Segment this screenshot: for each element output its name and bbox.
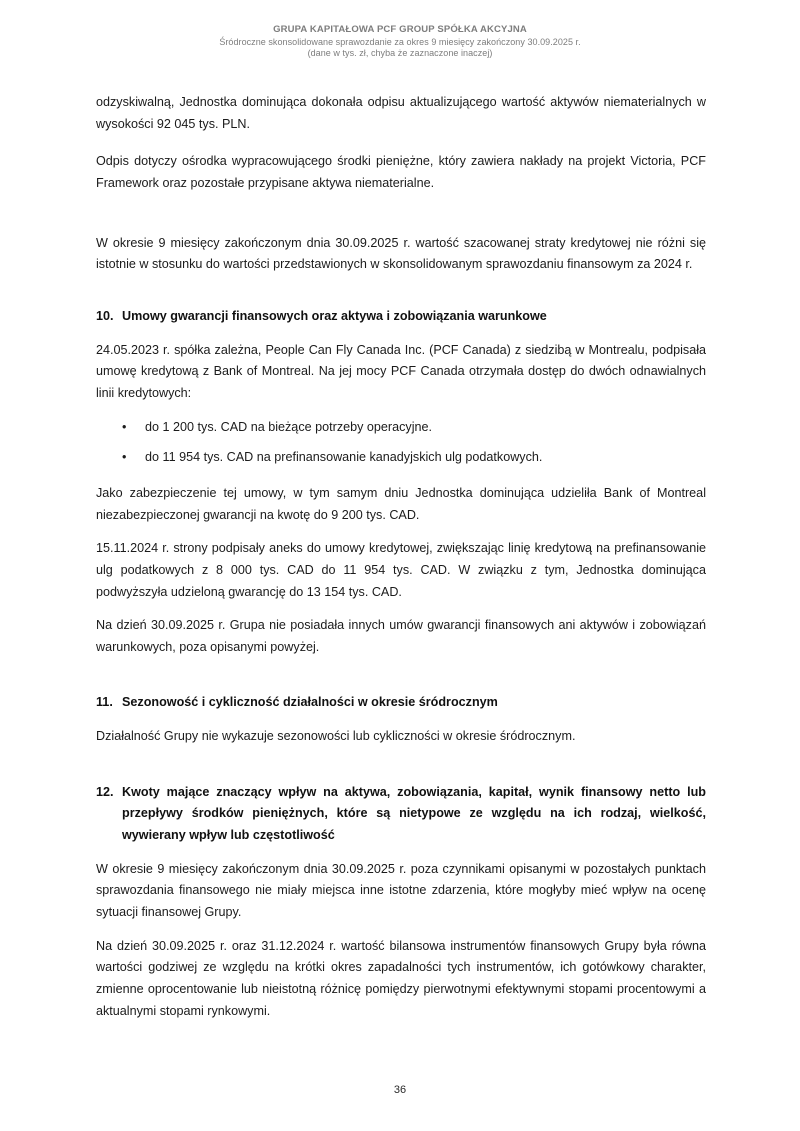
- document-body: [96, 92, 706, 1034]
- section-title-11: Sezonowość i cykliczność działalności w okresie śródrocznym: [122, 695, 498, 710]
- section-heading-11: [96, 692, 706, 714]
- section-number-11: 11.: [96, 695, 113, 710]
- page-number: 36: [393, 1084, 407, 1096]
- paragraph-cgu-description: Odpis dotyczy ośrodka wypracowującego środki pieniężne, który zawiera nakłady na projekt Victoria, PCF Framework oraz pozostałe przypisane aktywa niematerialne.: [96, 154, 706, 190]
- paragraph-guarantee-collateral: Jako zabezpieczenie tej umowy, w tym samym dniu Jednostka dominująca udzieliła Bank of Montreal niezabezpieczonej gwarancji na kwotę do 9 200 tys. CAD.: [96, 485, 706, 522]
- section-title-12: Kwoty mające znaczący wpływ na aktywa, zobowiązania, kapitał, wynik finansowy netto lub przepływy środków pieniężnych, które są nietypowe ze względu na ich rodzaj, wielkość, wywierany wpływ lub częstotliwość: [122, 784, 706, 843]
- paragraph-gap-3: [96, 670, 706, 692]
- paragraph-gap-4: [96, 760, 706, 782]
- paragraph-gap-1: [96, 211, 706, 233]
- header-company-name: GRUPA KAPITAŁOWA PCF GROUP SPÓŁKA AKCYJNA: [273, 24, 527, 35]
- bullet-dot-icon: •: [122, 450, 127, 465]
- paragraph-no-other-guarantees: Na dzień 30.09.2025 r. Grupa nie posiadała innych umów gwarancji finansowych ani aktywów i zobowiązań warunkowych, poza opisanymi powyżej.: [96, 618, 706, 654]
- section-title-10: Umowy gwarancji finansowych oraz aktywa i zobowiązania warunkowe: [122, 308, 547, 323]
- list-item-label: do 1 200 tys. CAD na bieżące potrzeby operacyjne.: [145, 419, 433, 434]
- paragraph-fair-value: Na dzień 30.09.2025 r. oraz 31.12.2024 r. wartość bilansowa instrumentów finansowych Grupy była równa wartości godziwej ze względu na krótki okres zapadalności tych instrumentów, ich gotówkowy charakter, zmienne oprocentowanie lub nieistotną różnicę pomiędzy pierwotnymi efektywnymi stopami procentowymi a aktualnymi stopami rynkowymi.: [96, 938, 706, 1018]
- section-heading-10: [96, 306, 706, 328]
- section-number-12: 12.: [96, 784, 114, 799]
- section-number-10: 10.: [96, 308, 114, 323]
- section-heading-12: [96, 782, 706, 847]
- paragraph-seasonality: Działalność Grupy nie wykazuje sezonowości lub cykliczności w okresie śródrocznym.: [96, 729, 576, 744]
- list-item-label: do 11 954 tys. CAD na prefinansowanie kanadyjskich ulg podatkowych.: [145, 450, 543, 465]
- paragraph-credit-loss: W okresie 9 miesięcy zakończonym dnia 30.09.2025 r. wartość szacowanej straty kredytowej nie różni się istotnie w stosunku do wartości przedstawionych w skonsolidowanym sprawozdaniu finansowym za 2024 r.: [96, 235, 706, 272]
- list-item: [96, 447, 706, 469]
- bullet-dot-icon: •: [122, 419, 127, 434]
- header-units-note: (dane w tys. zł, chyba że zaznaczone inaczej): [307, 48, 493, 59]
- paragraph-unusual-items: W okresie 9 miesięcy zakończonym dnia 30.09.2025 r. poza czynnikami opisanymi w pozostałych punktach sprawozdania finansowego nie miały miejsca inne istotne zdarzenia, które mogłyby mieć wpływ na ocenę sytuacji finansowej Grupy.: [96, 861, 706, 920]
- credit-lines-list: [96, 417, 706, 469]
- header-report-subtitle: Śródroczne skonsolidowane sprawozdanie za okres 9 miesięcy zakończony 30.09.2025 r.: [219, 36, 581, 47]
- paragraph-gap-2: [96, 292, 706, 306]
- running-header: [0, 24, 800, 60]
- paragraph-impairment-writedown: odzyskiwalną, Jednostka dominująca dokonała odpisu aktualizującego wartość aktywów niematerialnych w wysokości 92 045 tys. PLN.: [96, 95, 706, 131]
- paragraph-pcf-canada-loan: 24.05.2023 r. spółka zależna, People Can Fly Canada Inc. (PCF Canada) z siedzibą w Montrealu, podpisała umowę kredytową z Bank of Montreal. Na jej mocy PCF Canada otrzymała dostęp do dwóch odnawialnych linii kredytowych:: [96, 342, 706, 400]
- list-item: [96, 417, 706, 439]
- paragraph-loan-amendment-2024: 15.11.2024 r. strony podpisały aneks do umowy kredytowej, zwiększając linię kredytową na prefinansowanie ulg podatkowych z 8 000 tys. CAD do 11 954 tys. CAD. W związku z tym, Jednostka dominująca podwyższyła udzieloną gwarancję do 13 154 tys. CAD.: [96, 541, 706, 599]
